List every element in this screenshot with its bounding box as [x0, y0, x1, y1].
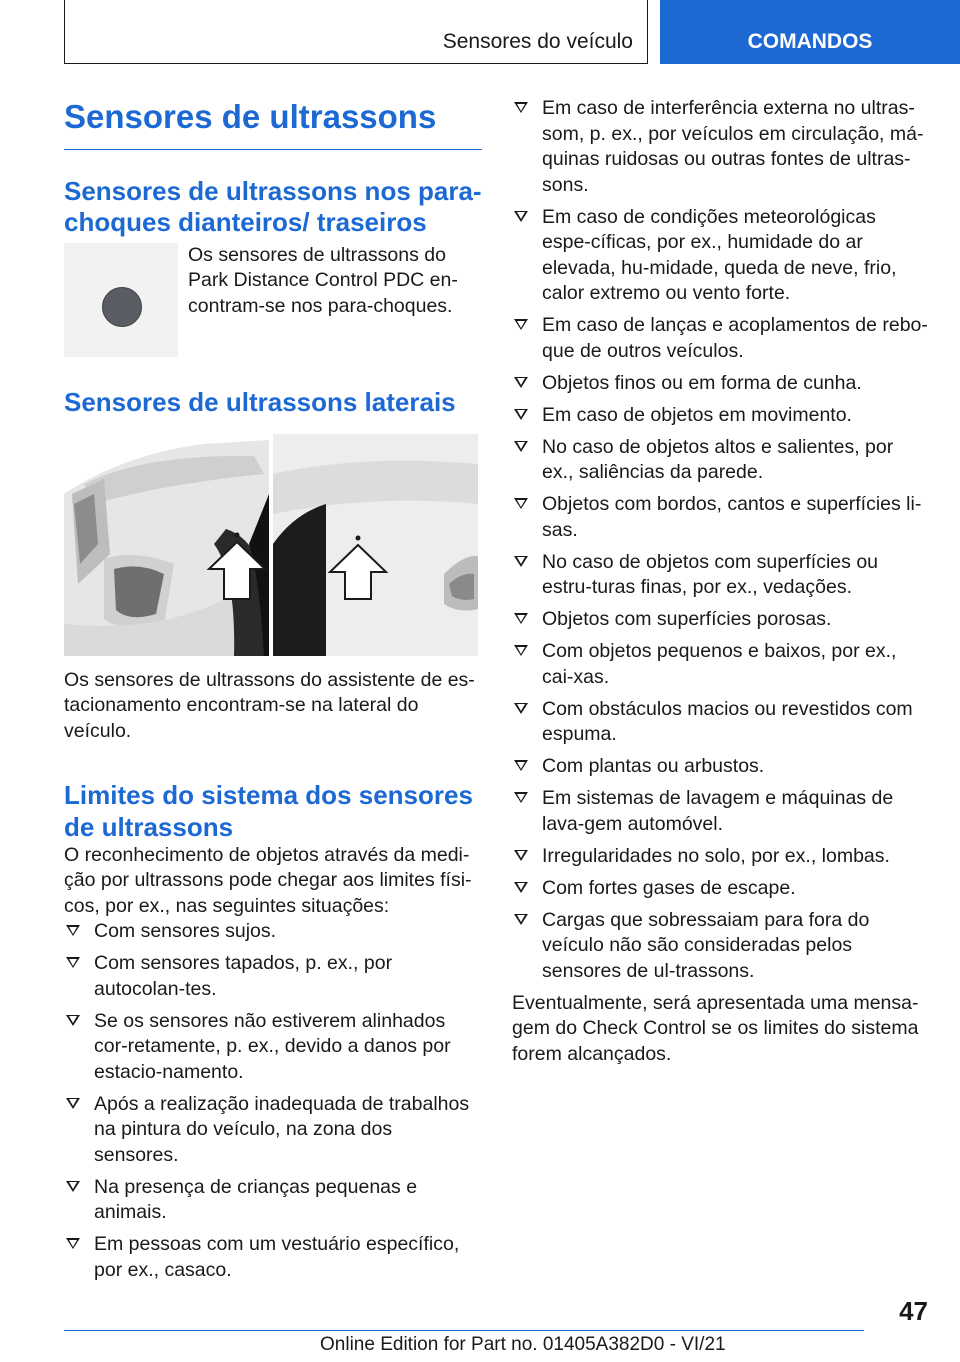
triangle-bullet-icon [66, 1238, 80, 1249]
list-item: Objetos finos ou em forma de cunha. [512, 371, 930, 397]
list-item: Em sistemas de lavagem e máquinas de lava-gem automóvel. [512, 786, 930, 837]
triangle-bullet-icon [514, 556, 528, 567]
list-item: Em pessoas com um vestuário específico, por ex., casaco. [64, 1232, 482, 1283]
header-section-title: Sensores do veículo [442, 30, 633, 53]
page-number: 47 [899, 1296, 928, 1326]
sensor-image [64, 243, 178, 357]
footer-edition-text: Online Edition for Part no. 01405A382D0 - VI/21 [320, 1334, 726, 1355]
right-bullet-list [512, 96, 930, 984]
list-item: Com sensores tapados, p. ex., por autocolan-tes. [64, 951, 482, 1002]
triangle-bullet-icon [514, 409, 528, 420]
triangle-bullet-icon [66, 925, 80, 936]
triangle-bullet-icon [514, 850, 528, 861]
heading-lateral-sensors: Sensores de ultrassons laterais [64, 386, 456, 417]
list-item: No caso de objetos altos e salientes, por ex., saliências da parede. [512, 435, 930, 486]
list-item: Objetos com bordos, cantos e superfícies li-sas. [512, 492, 930, 543]
triangle-bullet-icon [514, 882, 528, 893]
list-item: Com objetos pequenos e baixos, por ex., cai-xas. [512, 639, 930, 690]
sensor-dot-icon [102, 287, 142, 327]
triangle-bullet-icon [514, 703, 528, 714]
page-title: Sensores de ultrassons [64, 96, 482, 150]
triangle-bullet-icon [514, 792, 528, 803]
triangle-bullet-icon [514, 441, 528, 452]
footer-divider [64, 1330, 864, 1331]
list-item: Na presença de crianças pequenas e animais. [64, 1175, 482, 1226]
list-item: Em caso de lanças e acoplamentos de rebo-que de outros veículos. [512, 313, 930, 364]
triangle-bullet-icon [514, 211, 528, 222]
car-rear-photo [273, 434, 478, 656]
left-bullet-list [64, 919, 482, 1283]
triangle-bullet-icon [514, 377, 528, 388]
list-item: Com plantas ou arbustos. [512, 754, 930, 780]
triangle-bullet-icon [514, 319, 528, 330]
list-item: Cargas que sobressaiam para fora do veículo não são consideradas pelos sensores de ul-trassons. [512, 908, 930, 985]
triangle-bullet-icon [66, 1098, 80, 1109]
list-item: Após a realização inadequada de trabalhos na pintura do veículo, na zona dos sensores. [64, 1092, 482, 1169]
list-item: Se os sensores não estiverem alinhados cor-retamente, p. ex., devido a danos por estacio-namento. [64, 1009, 482, 1086]
list-item: Em caso de interferência externa no ultras-som, p. ex., por veículos em circulação, má-quinas ruidosas ou outras fontes de ultras-sons. [512, 96, 930, 198]
triangle-bullet-icon [66, 1181, 80, 1192]
triangle-bullet-icon [514, 498, 528, 509]
list-item: Em caso de condições meteorológicas espe-cíficas, por ex., humidade do ar elevada, hu-midade, queda de neve, frio, calor extremo ou vento forte. [512, 205, 930, 307]
right-column [512, 96, 930, 1067]
list-item: Irregularidades no solo, por ex., lombas. [512, 844, 930, 870]
front-sensors-text: Os sensores de ultrassons do Park Distance Control PDC en-contram-se nos para-choques. [188, 243, 458, 317]
header-section-box [64, 0, 648, 64]
list-item: Com sensores sujos. [64, 919, 482, 945]
triangle-bullet-icon [514, 645, 528, 656]
left-column [64, 96, 482, 1290]
header-chapter-tab: COMANDOS [660, 0, 960, 64]
list-item: Em caso de objetos em movimento. [512, 403, 930, 429]
sensor-block [64, 243, 482, 357]
closing-text: Eventualmente, será apresentada uma mensa-gem do Check Control se os limites do sistema forem alcançados. [512, 991, 919, 1065]
heading-front-rear-sensors: Sensores de ultrassons nos para-choques dianteiros/ traseiros [64, 176, 482, 238]
triangle-bullet-icon [66, 957, 80, 968]
lateral-sensors-text: Os sensores de ultrassons do assistente de es-tacionamento encontram-se na lateral do veículo. [64, 668, 475, 742]
lateral-sensors-figure [64, 434, 478, 656]
triangle-bullet-icon [514, 760, 528, 771]
list-item: No caso de objetos com superfícies ou estru-turas finas, por ex., vedações. [512, 550, 930, 601]
limits-intro-text: O reconhecimento de objetos através da medi-ção por ultrassons pode chegar aos limites físi-cos, por ex., nas seguintes situações: [64, 843, 472, 917]
triangle-bullet-icon [514, 102, 528, 113]
heading-system-limits: Limites do sistema dos sensores de ultrassons [64, 780, 473, 842]
triangle-bullet-icon [514, 914, 528, 925]
triangle-bullet-icon [514, 613, 528, 624]
list-item: Com fortes gases de escape. [512, 876, 930, 902]
list-item: Objetos com superfícies porosas. [512, 607, 930, 633]
triangle-bullet-icon [66, 1015, 80, 1026]
list-item: Com obstáculos macios ou revestidos com espuma. [512, 697, 930, 748]
